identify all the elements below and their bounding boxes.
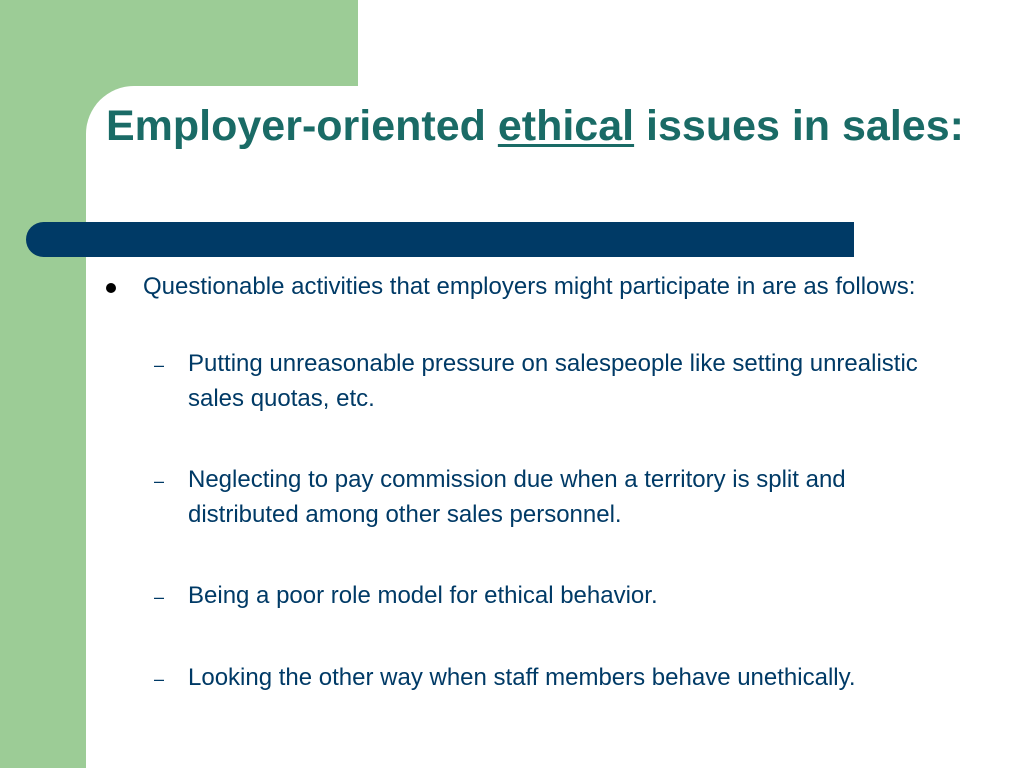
title-underlined-word: ethical: [497, 102, 635, 150]
dash-bullet-icon: –: [154, 587, 165, 607]
title-text-end: issues in sales:: [634, 102, 964, 150]
sub-bullet-4: Looking the other way when staff members behave unethically.: [188, 664, 856, 691]
bullet-dot-icon: [106, 283, 116, 293]
dash-bullet-icon: –: [154, 669, 165, 689]
sub-bullet-2: Neglecting to pay commission due when a territory is split and distributed among other sales personnel.: [188, 466, 846, 528]
sub-bullet-3: Being a poor role model for ethical behavior.: [188, 582, 658, 609]
sub-bullet-1: Putting unreasonable pressure on salespeople like setting unrealistic sales quotas, etc.: [188, 350, 918, 412]
intro-bullet-text: Questionable activities that employers might participate in are as follows:: [143, 273, 916, 300]
dash-bullet-icon: –: [154, 471, 165, 491]
title-text-start: Employer-oriented: [106, 102, 498, 150]
dash-bullet-icon: –: [154, 355, 165, 375]
